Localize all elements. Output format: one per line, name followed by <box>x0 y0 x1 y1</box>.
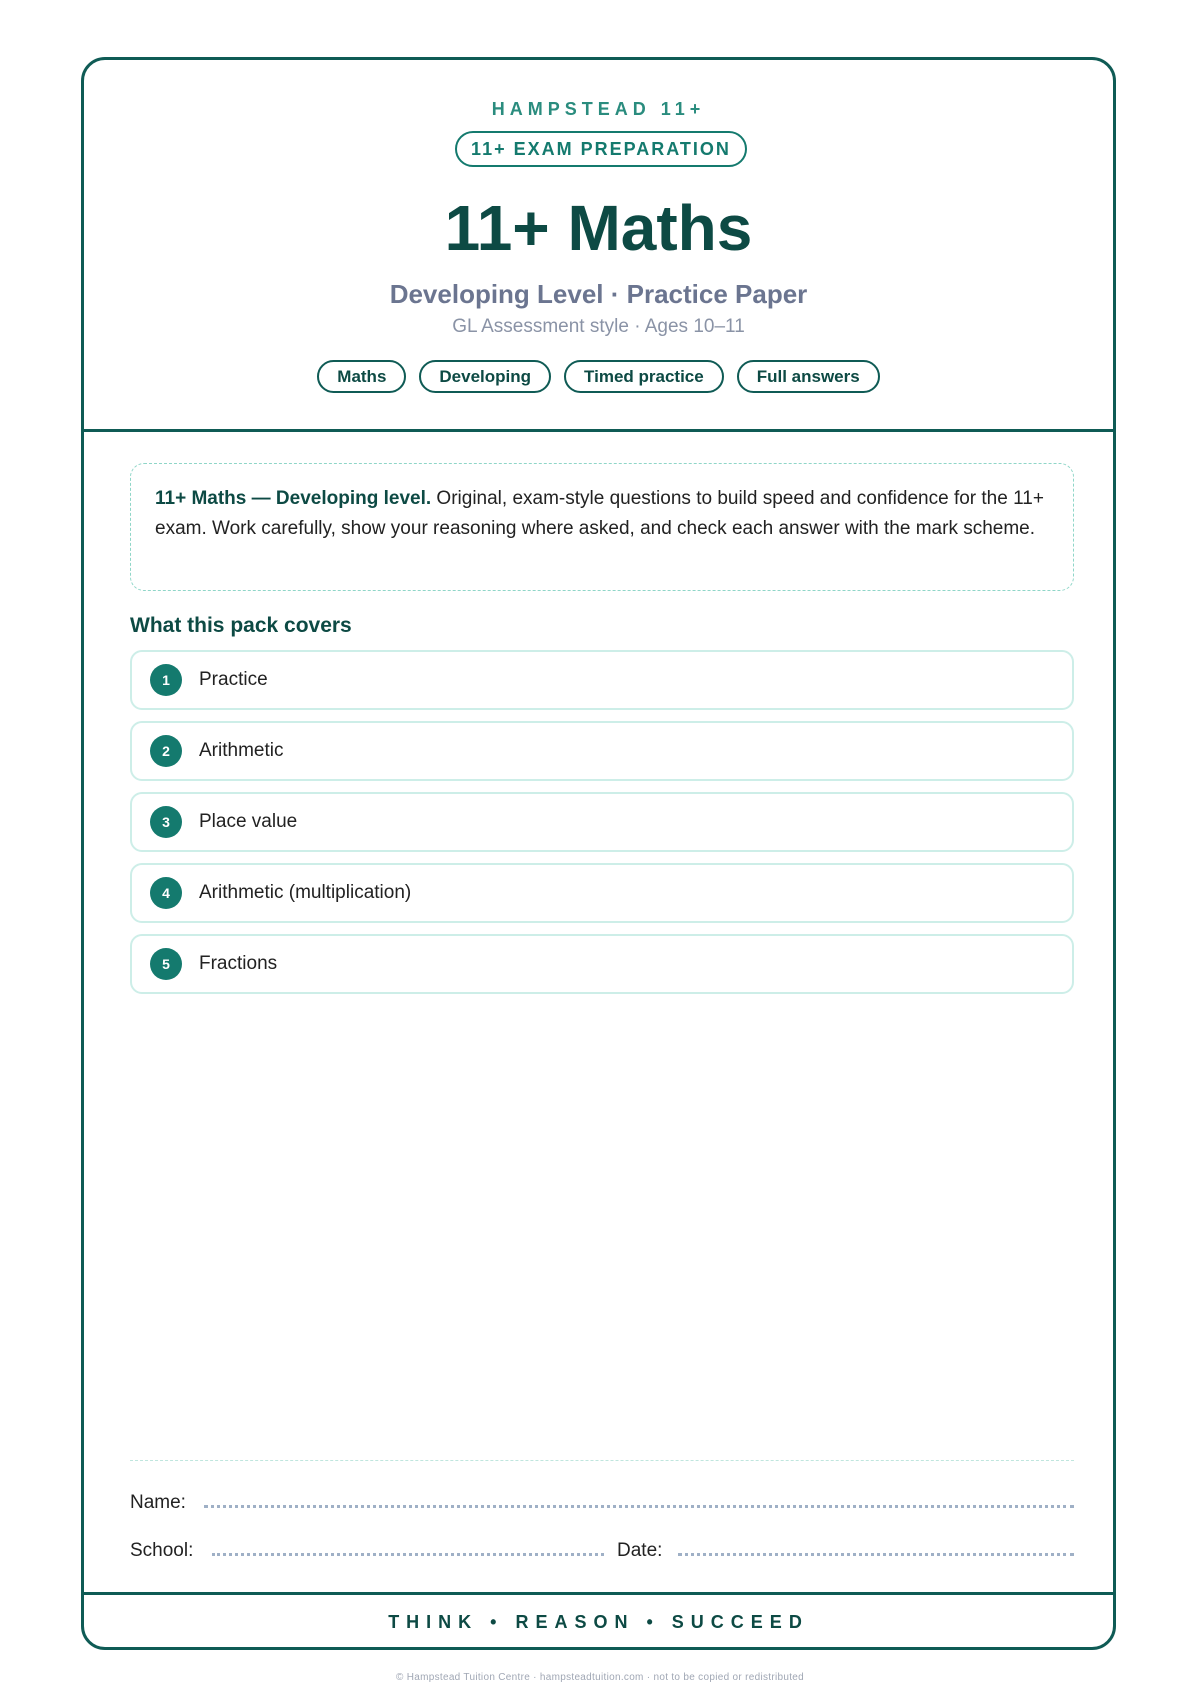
brand-name: HAMPSTEAD 11+ <box>491 99 706 119</box>
list-item <box>130 792 1074 852</box>
tag-full-answers: Full answers <box>737 360 880 393</box>
tag-timed-practice: Timed practice <box>564 360 724 393</box>
cover-card <box>81 57 1116 1650</box>
item-number-badge: 3 <box>150 806 182 838</box>
tag-developing: Developing <box>419 360 551 393</box>
assessment-meta: GL Assessment style · Ages 10–11 <box>452 316 745 337</box>
cover-header <box>84 60 1113 432</box>
item-label: Place value <box>199 811 298 832</box>
covers-list <box>130 650 1074 1005</box>
item-number-badge: 2 <box>150 735 182 767</box>
name-line[interactable] <box>204 1505 1074 1508</box>
list-item <box>130 650 1074 710</box>
item-number-badge: 1 <box>150 664 182 696</box>
item-label: Arithmetic (multiplication) <box>199 882 412 903</box>
item-label: Arithmetic <box>199 740 284 761</box>
intro-lead: 11+ Maths — Developing level. <box>155 488 432 509</box>
page-subtitle: Developing Level · Practice Paper <box>389 279 808 309</box>
item-number-badge: 4 <box>150 877 182 909</box>
name-label: Name: <box>130 1492 186 1513</box>
covers-heading: What this pack covers <box>130 614 352 637</box>
list-item <box>130 934 1074 994</box>
tag-maths: Maths <box>317 360 406 393</box>
intro-body: Original, exam-style questions to build speed and confidence for the 11+ exam. Work carefully, show your reasoning where asked, and check each answer with the mark scheme. <box>155 488 1044 539</box>
school-line[interactable] <box>212 1553 604 1556</box>
item-number-badge: 5 <box>150 948 182 980</box>
tag-list <box>84 360 1113 393</box>
item-label: Fractions <box>199 953 278 974</box>
motto: THINK • REASON • SUCCEED <box>388 1612 809 1632</box>
cover-footer <box>84 1592 1113 1650</box>
copyright-notice: © Hampstead Tuition Centre · hampsteadtuition.com · not to be copied or redistributed <box>395 1672 805 1683</box>
fields-divider <box>130 1460 1074 1461</box>
date-line[interactable] <box>678 1553 1074 1556</box>
school-label: School: <box>130 1540 194 1561</box>
list-item <box>130 721 1074 781</box>
intro-box <box>130 463 1074 591</box>
item-label: Practice <box>199 669 268 690</box>
date-label: Date: <box>617 1540 663 1561</box>
exam-preparation-badge: 11+ EXAM PREPARATION <box>455 131 747 167</box>
page-title: 11+ Maths <box>444 192 753 264</box>
list-item <box>130 863 1074 923</box>
